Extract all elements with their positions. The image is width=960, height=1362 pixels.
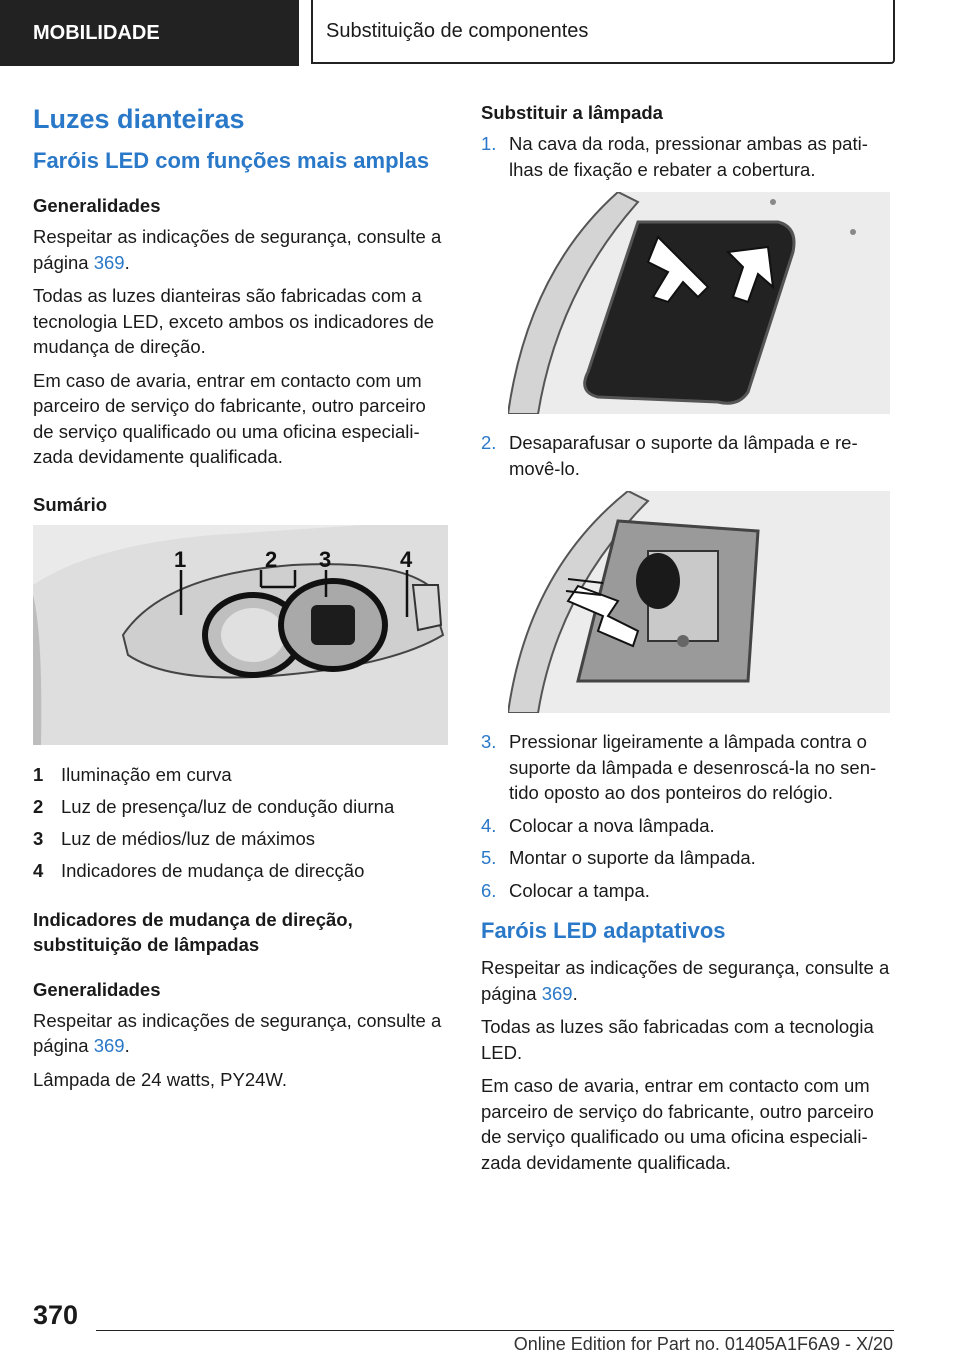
page-link-2[interactable]: 369 — [93, 1035, 125, 1056]
service-paragraph: Em caso de avaria, entrar em contacto com um parceiro de serviço do fabricante, outro parceiro de serviço qualificado ou uma oficina especializada devidamente qualificada. — [33, 369, 426, 467]
step-item: 1. Na cava da roda, pressionar ambas as patilhas de fixação e rebater a cobertura. — [481, 133, 868, 180]
figure-label-4: 4 — [400, 546, 413, 572]
page-header — [0, 0, 960, 66]
figure-label-2: 2 — [265, 546, 278, 572]
safety-paragraph-2: Respeitar as indicações de segurança, consulte a página 369. — [33, 1009, 442, 1056]
cover-removal-image — [508, 192, 890, 414]
figure-label-1: 1 — [174, 546, 187, 572]
indicators-heading: Indicadores de mudança de direção, substituição de lâmpadas — [33, 908, 353, 955]
step-item: 5. Montar o suporte da lâmpada. — [481, 847, 756, 868]
right-column — [481, 100, 891, 1183]
figure-label-3: 3 — [319, 546, 332, 572]
service-paragraph-2: Em caso de avaria, entrar em contacto com um parceiro de serviço do fabricante, outro parceiro de serviço qualificado ou uma oficina especializada devidamente qualificada. — [481, 1075, 874, 1173]
headlight-overview-image — [33, 525, 448, 745]
step-item: 2. Desaparafusar o suporte da lâmpada e removê-lo. — [481, 432, 858, 479]
bulb-paragraph: Lâmpada de 24 watts, PY24W. — [33, 1068, 288, 1090]
legend-item: 1 Iluminação em curva — [33, 763, 232, 785]
step-item: 6. Colocar a tampa. — [481, 879, 650, 901]
adaptive-heading: Faróis LED adaptativos — [481, 918, 726, 943]
replace-heading: Substituir a lâmpada — [481, 102, 663, 123]
page-link[interactable]: 369 — [93, 251, 125, 273]
led-paragraph: Todas as luzes dianteiras são fabricadas com a tecnologia LED, exceto ambos os indicadores de mudança de direção. — [33, 285, 435, 357]
legend-item: 4 Indicadores de mudança de direcção — [33, 859, 365, 881]
legend-item: 3 Luz de médios/luz de máximos — [33, 827, 315, 849]
bulb-holder-image — [508, 491, 890, 713]
page-link-3[interactable]: 369 — [541, 982, 573, 1004]
section-title: Luzes dianteiras — [33, 104, 245, 134]
edition-note: Online Edition for Part no. 01405A1F6A9 - X/20 — [513, 1334, 893, 1354]
safety-paragraph: Respeitar as indicações de segurança, consulte a página 369. — [33, 226, 442, 273]
left-column — [33, 100, 448, 1100]
chapter-title: Substituição de componentes — [311, 0, 895, 64]
summary-heading: Sumário — [33, 493, 108, 515]
general-heading-2: Generalidades — [33, 978, 161, 1000]
legend-item: 2 Luz de presença/luz de condução diurna — [33, 795, 395, 817]
subsection-title: Faróis LED com funções mais amplas — [33, 148, 430, 173]
section-tab: MOBILIDADE — [0, 0, 299, 66]
step-item: 3. Pressionar ligeiramente a lâmpada contra o suporte da lâmpada e desenroscá-la no sentido oposto ao dos ponteiros do relógio. — [481, 731, 877, 803]
step-item: 4. Colocar a nova lâmpada. — [481, 814, 715, 836]
general-heading: Generalidades — [33, 195, 161, 216]
led-paragraph-2: Todas as luzes são fabricadas com a tecnologia LED. — [481, 1016, 874, 1063]
page-number: 370 — [33, 1300, 79, 1330]
footer-divider — [96, 1330, 894, 1331]
legend-list — [33, 759, 448, 887]
safety-paragraph-3: Respeitar as indicações de segurança, consulte a página 369. — [481, 957, 890, 1004]
